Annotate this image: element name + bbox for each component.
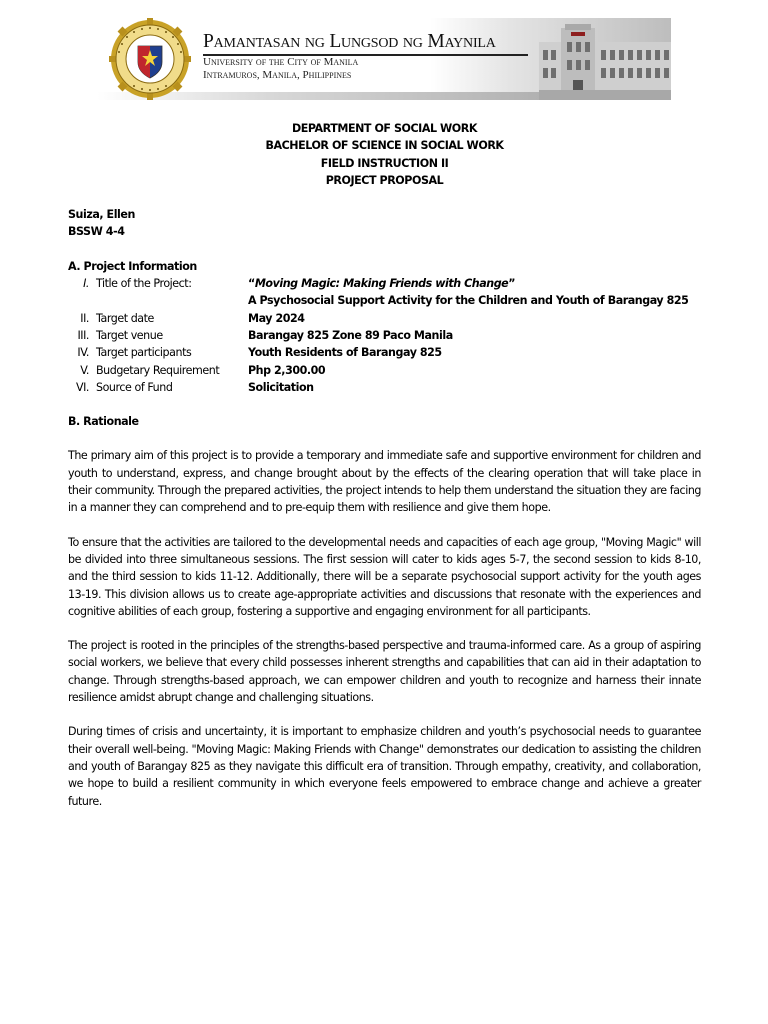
department-line: DEPARTMENT OF SOCIAL WORK	[291, 122, 478, 135]
university-building-icon	[521, 24, 671, 100]
document-heading	[68, 120, 701, 189]
course-line: FIELD INSTRUCTION II	[320, 156, 449, 170]
info-number: II.	[80, 311, 89, 325]
university-seal-icon	[109, 18, 191, 100]
info-label: Title of the Project:	[96, 277, 192, 291]
document-body	[68, 120, 701, 810]
info-row-title	[68, 275, 701, 292]
project-title	[248, 275, 515, 292]
info-value: Youth Residents of Barangay 825	[248, 346, 442, 360]
university-address: Intramuros, Manila, Philippines	[203, 69, 352, 81]
info-row-budget	[68, 362, 701, 379]
info-row-target-date	[68, 310, 701, 327]
letterhead	[97, 18, 671, 100]
info-row-target-participants	[68, 344, 701, 361]
author-name: Suiza, Ellen	[68, 208, 135, 222]
project-title-main: Moving Magic: Making Friends with Change	[254, 277, 509, 291]
university-name: Pamantasan ng Lungsod ng Maynila	[203, 31, 496, 52]
info-number: III.	[77, 328, 89, 342]
project-info-heading: A. Project Information	[68, 259, 197, 273]
info-number: V.	[80, 363, 89, 377]
info-label: Target participants	[96, 346, 192, 360]
rationale-paragraph: The primary aim of this project is to provide a temporary and immediate safe and supportive environment for children and youth to understand, express, and change brought about by the effects of the clearing operation that will take place in their community. Through the prepared activities, the project intends to help them understand the situation they are facing in a manner they can comprehend and to pre-equip them with resilience and give them hope.	[68, 449, 701, 515]
quote-close: ”	[508, 277, 516, 291]
author-section: BSSW 4-4	[68, 225, 125, 239]
info-row-subtitle	[68, 292, 701, 309]
info-label: Target date	[96, 311, 154, 325]
info-row-target-venue	[68, 327, 701, 344]
info-label: Source of Fund	[96, 380, 173, 394]
quote-open: “	[248, 277, 255, 291]
university-subtitle: University of the City of Manila	[203, 56, 359, 68]
project-subtitle: A Psychosocial Support Activity for the Children and Youth of Barangay 825	[248, 294, 689, 308]
info-value: May 2024	[248, 311, 305, 325]
info-number: IV.	[77, 346, 89, 360]
info-value: Php 2,300.00	[248, 363, 326, 377]
info-number: VI.	[75, 380, 89, 394]
document-type-line: PROJECT PROPOSAL	[325, 173, 444, 187]
rationale-paragraph: To ensure that the activities are tailored to the developmental needs and capacities of each age group, "Moving Magic" will be divided into three simultaneous sessions. The first session will cater to kids ages 5-7, the second session to kids 8-10, and the third session to kids 11-12. Additionally, there will be a separate psychosocial support activity for the youth ages 13-19. This division allows us to create age-appropriate activities and discussions that resonate with the experiences and cognitive abilities of each group, fostering a supportive and engaging environment for all participants.	[68, 535, 701, 618]
rationale-paragraph: During times of crisis and uncertainty, it is important to emphasize children and youth’s psychosocial needs to guarantee their overall well-being. "Moving Magic: Making Friends with Change" demonstrates our dedication to assisting the children and youth of Barangay 825 as they navigate this difficult era of transition. Through empathy, creativity, and collaboration, we hope to build a resilient community in which everyone feels empowered to embrace change and achieve a greater future.	[68, 725, 701, 808]
info-label: Budgetary Requirement	[96, 363, 220, 377]
rationale-paragraph: The project is rooted in the principles of the strengths-based perspective and trauma-informed care. As a group of aspiring social workers, we believe that every child possesses inherent strengths and capabilities that can aid in their adaptation to change. Through strengths-based approach, we can empower children and youth to recognize and harness their innate resilience amidst abrupt change and challenging situations.	[68, 639, 701, 705]
info-value: Solicitation	[248, 380, 314, 394]
info-label: Target venue	[96, 328, 163, 342]
program-line: BACHELOR OF SCIENCE IN SOCIAL WORK	[265, 139, 504, 153]
info-value: Barangay 825 Zone 89 Paco Manila	[248, 328, 453, 342]
info-number: I.	[83, 277, 89, 291]
rationale-heading: B. Rationale	[68, 415, 139, 429]
info-row-source-of-fund	[68, 379, 701, 396]
